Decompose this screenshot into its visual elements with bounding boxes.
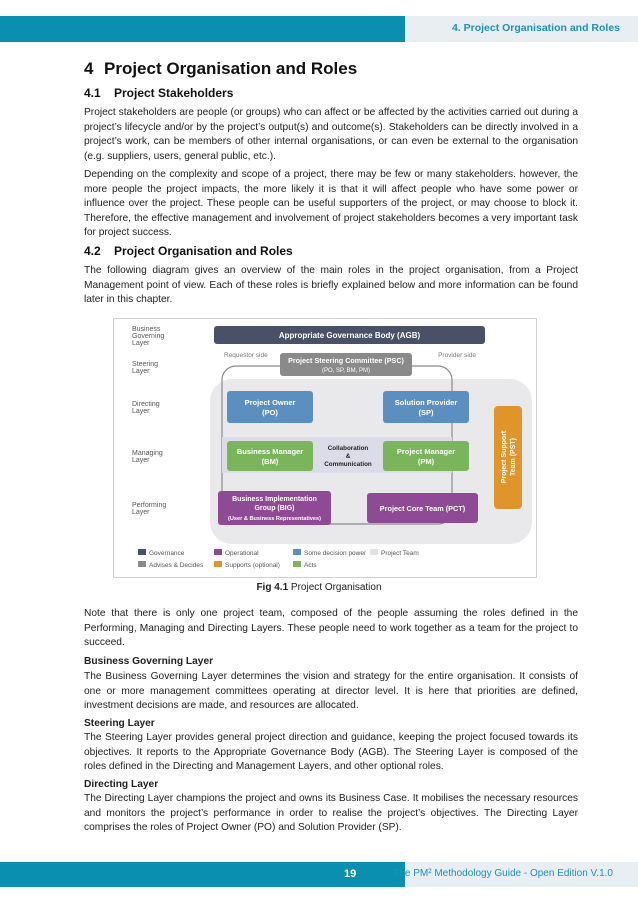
legend-acts-swatch (293, 561, 301, 567)
pst-l1: Project Support (501, 430, 508, 484)
directing-paragraph: The Directing Layer champions the project and owns its Business Case. It mobilises the necessary resources and monitors the project’s performance in order to realise the project’s objectives. The Directing Layer comprises the roles of Project Owner (PO) and Solution Provider (SP). (84, 793, 578, 833)
section-heading-4-1: 4.1 Project Stakeholders (84, 86, 234, 100)
bgl-paragraph: The Business Governing Layer determines the vision and strategy for the entire organisation. It consists of one or more management committees operating at director level. It is here that priorities are defined, investment decisions are made, and resources are allocated. (84, 671, 578, 711)
stakeholders-paragraph-1: Project stakeholders are people (or groups) who can affect or be affected by the activities carried out during a project’s lifecycle and/or by the project’s output(s) and outcome(s). Stakeholders can be directly involved in a project’s work, can be members of other internal organisations, or can even be external to the organisation (e.g. suppliers, users, general public, etc.). (84, 107, 578, 162)
chapter-title: 4 Project Organisation and Roles (84, 59, 358, 78)
requestor-side-label: Requestor side (224, 352, 268, 359)
pct-label: Project Core Team (PCT) (379, 504, 466, 513)
psc-title: Project Steering Committee (PSC) (288, 356, 404, 365)
page-number: 19 (344, 868, 357, 880)
legend-advises-swatch (138, 561, 146, 567)
figure-caption: Fig 4.1 Project Organisation (256, 582, 382, 593)
steering-heading: Steering Layer (84, 718, 155, 729)
pm-box (383, 441, 469, 471)
big-l1: Business Implementation (232, 496, 317, 503)
running-header: 4. Project Organisation and Roles (451, 22, 620, 34)
pst-l2: Team (PST) (510, 438, 517, 476)
layer-label-directing-1: Directing (132, 401, 160, 408)
legend-supports: Supports (optional) (225, 562, 280, 569)
legend-governance-swatch (138, 549, 146, 555)
guide-title: The PM² Methodology Guide - Open Edition V.1.0 (393, 868, 613, 879)
bm-abbr: (BM) (261, 457, 279, 466)
stakeholders-paragraph-2: Depending on the complexity and scope of a project, there may be few or many stakeholders. however, the more people the project impacts, the more likely it is that it will affect people who have some power or influence over the project. These people can be useful supporters of the project, or may choose to block it. Therefore, the effective management and involvement of project stakeholders becomes a very important task for project success. (84, 169, 578, 238)
layer-label-steering-1: Steering (132, 361, 159, 368)
layer-label-performing-1: Performing (132, 502, 167, 509)
legend-advises: Advises & Decides (149, 562, 204, 569)
legend-governance: Governance (149, 550, 185, 557)
roles-intro-paragraph: The following diagram gives an overview of the main roles in the project organisation, from a Project Management point of view. Each of these roles is briefly explained below and more information can be found later in this chapter. (84, 265, 578, 305)
sp-title: Solution Provider (394, 398, 458, 407)
layer-label-bgl-2: Governing (132, 333, 165, 340)
legend-decision-swatch (293, 549, 301, 555)
collab-l1: Collaboration (327, 445, 369, 452)
big-l3: (User & Business Representatives) (228, 516, 321, 522)
layer-label-bgl-1: Business (132, 326, 161, 333)
layer-label-managing-2: Layer (132, 457, 150, 464)
legend-acts: Acts (304, 562, 317, 569)
sp-abbr: (SP) (418, 408, 434, 417)
bm-box (227, 441, 313, 471)
header-bar (0, 16, 405, 42)
pm-abbr: (PM) (417, 457, 435, 466)
bm-title: Business Manager (236, 447, 304, 456)
legend-supports-swatch (214, 561, 222, 567)
po-abbr: (PO) (262, 408, 278, 417)
pm-title: Project Manager (396, 447, 456, 456)
layer-label-managing-1: Managing (132, 450, 163, 457)
layer-label-steering-2: Layer (132, 368, 150, 375)
directing-heading: Directing Layer (84, 779, 159, 790)
pst-box (494, 406, 522, 509)
organisation-diagram (113, 318, 537, 578)
team-paragraph: Note that there is only one project team, composed of the people assuming the roles defined in the Performing, Managing and Directing Layers. These people need to work together as a team for the project to succeed. (84, 608, 578, 648)
legend-decision: Some decision power (304, 550, 367, 557)
provider-side-label: Provider side (438, 352, 476, 359)
sp-box (383, 391, 469, 423)
psc-sub: (PO, SP, BM, PM) (322, 368, 370, 374)
legend-operational: Operational (225, 550, 259, 557)
steering-paragraph: The Steering Layer provides general project direction and guidance, keeping the project focused towards its objectives. It reports to the Appropriate Governance Body (AGB). The Steering Layer is composed of the roles defined in the Directing and Management Layers, and other optional roles. (84, 732, 578, 772)
agb-label: Appropriate Governance Body (AGB) (278, 331, 421, 340)
legend-operational-swatch (214, 549, 222, 555)
layer-label-directing-2: Layer (132, 408, 150, 415)
layer-label-bgl-3: Layer (132, 340, 150, 347)
po-title: Project Owner (244, 398, 296, 407)
layer-label-performing-2: Layer (132, 509, 150, 516)
legend-team: Project Team (381, 550, 419, 557)
section-heading-4-2: 4.2 Project Organisation and Roles (84, 244, 293, 258)
po-box (227, 391, 313, 423)
collab-l3: Communication (324, 461, 372, 468)
big-l2: Group (BIG) (254, 505, 295, 512)
bgl-heading: Business Governing Layer (84, 656, 214, 667)
collab-l2: & (345, 453, 351, 460)
legend-team-swatch (370, 549, 378, 555)
